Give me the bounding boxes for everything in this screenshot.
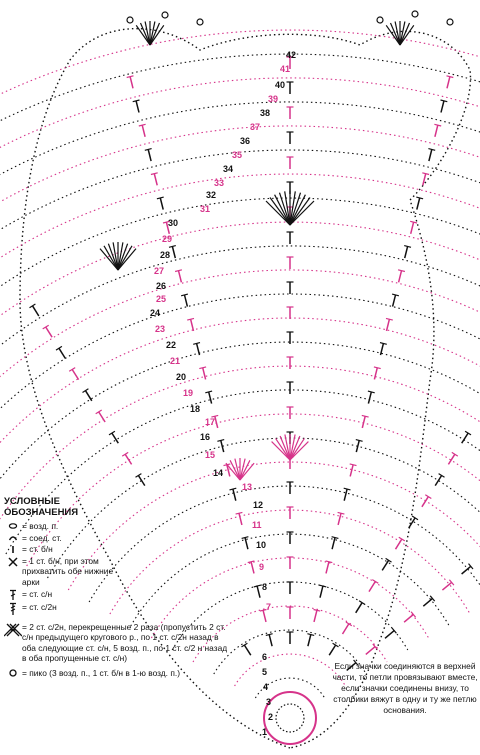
round-arc [0,246,480,482]
legend-item-crossed-treble-pair: = 2 ст. с/2н, перекрещенные 2 раза (пропустить 2 ст. с/н предыдущего кругового р., по 1 ст. с/2н назад в оба следующие ст. с/н, 5 возд. п., по 1 ст. с/2 н назад в оба пропущенные ст. с/н) [4,622,232,664]
stitch-mark [138,476,144,486]
stitch-mark [257,586,260,598]
round-arc [0,222,480,470]
legend-item-chain: = возд. п. [4,521,232,532]
stitch-mark [59,348,65,358]
stitch-mark [417,198,420,210]
stitch-mark [382,560,388,570]
stitch-top [380,343,387,345]
round-number-label: 38 [260,108,271,118]
stitch-top [326,561,333,563]
stitch-mark [215,416,218,428]
legend [4,496,232,680]
stitch-mark [368,392,371,404]
double-crochet-icon [4,589,22,601]
round-number-label: 26 [156,281,167,291]
stitch-top [175,270,182,272]
round-number-label: 36 [240,136,251,146]
stitch-mark [393,295,396,307]
picot-mark [197,19,203,25]
round-number-label: 9 [259,562,265,572]
stitch-top [266,634,273,636]
round-number-label: 37 [250,122,261,132]
stitch-mark [233,489,236,501]
stitch-mark [320,586,323,598]
stitch-mark [447,77,450,89]
stitch-mark [172,246,175,258]
stitch-mark [329,645,335,655]
legend-item-single-crochet: = ст. б/н [4,544,232,555]
stitch-top [338,512,345,514]
legend-item-treble-crochet: = ст. с/2н [4,602,232,616]
stitch-mark [314,610,317,622]
stitch-mark [326,562,329,574]
round-number-label: 22 [166,340,177,350]
round-number-label: 30 [168,218,179,228]
stitch-mark [86,391,92,401]
stitch-top [368,391,375,393]
stitch-mark [399,271,402,283]
stitch-mark [344,489,347,501]
round-number-label: 42 [286,50,297,60]
round-number-label: 25 [156,294,167,304]
round-number-label: 28 [160,250,171,260]
picot-mark [412,11,418,17]
stitch-top [181,294,188,296]
round-arc [0,30,480,374]
stitch-top [434,124,441,126]
stitch-top [398,270,405,272]
crossed-sc-icon [4,556,22,568]
round-number-label: 35 [232,150,243,160]
stitch-mark [154,174,157,186]
stitch-top [422,173,429,175]
stitch-top [386,318,393,320]
round-arc [235,654,346,686]
treble-crochet-icon [4,602,22,616]
stitch-mark [244,645,250,655]
stitch-top [344,488,351,490]
stitch-top [145,149,152,151]
round-number-label: 16 [200,432,211,442]
stitch-mark [343,624,349,634]
stitch-top [139,124,146,126]
round-number-label: 5 [262,667,268,677]
stitch-mark [160,198,163,210]
stitch-mark [366,647,375,655]
stitch-mark [405,246,408,258]
stitch-mark [112,433,118,443]
stitch-mark [385,631,394,639]
round-number-label: 39 [268,94,279,104]
stitch-mark [99,412,105,422]
round-number-label: 2 [268,712,274,722]
stitch-mark [422,497,428,507]
round-number-label: 4 [263,682,269,692]
round-number-label: 10 [256,540,267,550]
stitch-top [127,76,134,78]
stitch-mark [396,539,402,549]
round-number-label: 33 [214,178,225,188]
stitch-top [314,610,321,612]
stitch-mark [374,368,377,380]
stitch-top [307,634,314,636]
stitch-mark [462,433,468,443]
stitch-top [332,537,339,539]
crossed-treble-pair-icon [4,622,22,638]
picot-icon [4,668,22,678]
stitch-mark [125,454,131,464]
round-number-label: 14 [213,468,224,478]
round-arc [0,78,480,398]
stitch-mark [179,271,182,283]
round-number-label: 3 [266,697,272,707]
stitch-mark [350,465,353,477]
round-number-label: 15 [205,450,216,460]
stitch-top [217,440,224,442]
stitch-top [362,415,369,417]
round-arc [0,150,480,434]
round-arc [0,126,480,422]
stitch-top [416,197,423,199]
round-arc [0,198,480,458]
round-number-label: 6 [262,652,268,662]
round-number-label: 27 [154,266,165,276]
round-number-label: 34 [223,164,234,174]
round-number-label: 40 [275,80,286,90]
picot-mark [447,19,453,25]
round-number-label: 31 [200,204,211,214]
stitch-mark [404,615,413,623]
round-number-label: 19 [183,388,194,398]
stitch-top [187,318,194,320]
stitch-mark [435,476,441,486]
round-number-label: 11 [252,520,262,530]
stitch-mark [429,149,432,161]
round-number-label: 20 [176,372,187,382]
round-number-label: 21 [170,356,181,366]
round-number-label: 23 [155,324,166,334]
slip-stitch-icon [4,533,22,543]
stitch-mark [338,513,341,525]
round-number-label: 8 [262,582,268,592]
legend-item-picot: = пико (3 возд. п., 1 ст. б/н в 1-ю возд. п.) [4,668,232,679]
round-number-label: 18 [190,404,201,414]
round-number-label: 24 [150,308,161,318]
stitch-top [254,585,261,587]
picot-mark [377,17,383,23]
stitch-mark [387,319,390,331]
legend-item-double-crochet: = ст. с/н [4,589,232,601]
stitch-mark [33,306,39,316]
stitch-top [157,197,164,199]
stitch-mark [239,513,242,525]
round-arc [0,174,480,446]
legend-item-slip-stitch: = соед. ст. [4,533,232,544]
picot-mark [162,12,168,18]
stitch-mark [362,416,365,428]
stitch-top [193,343,200,345]
stitch-top [374,367,381,369]
legend-item-crossed-sc: = 1 ст. б/н, при этом прихватить обе нижние арки [4,556,232,588]
round-number-label: 32 [206,190,217,200]
shell-stitch [270,198,290,226]
stitch-top [356,440,363,442]
shell-stitch [290,198,310,226]
stitch-mark [46,327,52,337]
stitch-top [169,246,176,248]
stitch-top [151,173,158,175]
stitch-mark [197,344,200,356]
round-number-label: 1 [262,727,268,737]
round-arc [0,102,480,410]
picot-mark [127,17,133,23]
stitch-mark [423,598,432,606]
stitch-mark [308,635,311,647]
stitch-mark [185,295,188,307]
round-number-label: 29 [162,234,173,244]
chain-icon [4,521,22,531]
round-number-label: 12 [253,500,264,510]
stitch-top [199,367,206,369]
stitch-top [320,585,327,587]
stitch-mark [356,603,362,613]
stitch-mark [441,101,444,113]
stitch-mark [263,610,266,622]
stitch-mark [136,101,139,113]
stitch-top [447,76,454,78]
stitch-mark [369,582,375,592]
legend-title: УСЛОВНЫЕ ОБОЗНАЧЕНИЯ [4,496,79,518]
stitch-top [428,149,435,151]
stitch-mark [130,77,133,89]
single-crochet-icon [4,544,22,554]
stitch-mark [203,368,206,380]
stitch-top [350,464,357,466]
stitch-mark [435,125,438,137]
stitch-top [133,100,140,102]
stitch-mark [72,370,78,380]
round-number-label: 17 [205,417,216,427]
round-number-label: 7 [266,602,272,612]
stitch-mark [411,222,414,234]
stitch-top [236,512,243,514]
stitch-mark [142,125,145,137]
stitch-top [242,537,249,539]
stitch-top [205,391,212,393]
stitch-mark [251,562,254,574]
joining-note: Если значки соединяются в верхней части, то петли провязывают вместе, если значки соединены внизу, то столбики вяжут в одну и ту же петлю основания. [332,661,478,715]
round-number-label: 13 [242,482,253,492]
stitch-mark [148,149,151,161]
stitch-top [392,294,399,296]
stitch-mark [191,319,194,331]
stitch-top [230,488,237,490]
stitch-top [410,221,417,223]
stitch-top [404,246,411,248]
stitch-mark [269,635,272,647]
center-ring-inner [276,704,304,732]
stitch-top [441,100,448,102]
round-number-label: 41 [280,64,291,74]
stitch-mark [209,392,212,404]
